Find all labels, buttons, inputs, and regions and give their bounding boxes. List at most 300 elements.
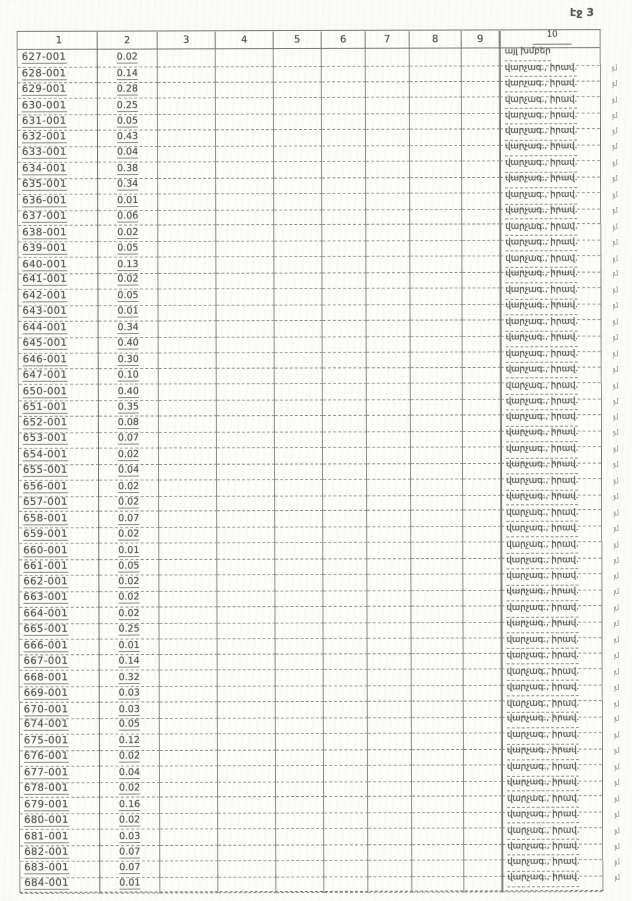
- empty-cell: [274, 49, 322, 67]
- row-note: վարչագ., իրավ.: [507, 712, 579, 729]
- row-id-cell: [18, 209, 98, 227]
- empty-cell: [159, 526, 217, 544]
- empty-cell: [275, 303, 323, 321]
- empty-cell: [276, 780, 324, 798]
- row-id: 676-001: [23, 750, 69, 763]
- empty-cell: [412, 652, 464, 670]
- row-id: 631-001: [21, 115, 67, 127]
- empty-cell: [275, 557, 323, 575]
- row-id: 669-001: [23, 687, 69, 699]
- empty-cell: [159, 399, 217, 417]
- empty-cell: [462, 271, 500, 289]
- row-note: վարչագ., իրավ.: [505, 124, 577, 141]
- empty-cell: [367, 557, 411, 575]
- row-value: 0.14: [116, 67, 138, 79]
- empty-cell: [410, 112, 462, 130]
- row-id: 638-001: [22, 227, 67, 239]
- row-id: 633-001: [22, 147, 67, 159]
- empty-cell: [412, 811, 464, 829]
- row-value-cell: [100, 685, 160, 703]
- row-value-cell: [100, 749, 160, 767]
- row-id: 644-001: [22, 322, 68, 334]
- row-value: 0.03: [119, 830, 141, 842]
- margin-mark: յմ: [613, 667, 620, 677]
- empty-cell: [368, 811, 412, 829]
- empty-cell: [323, 398, 367, 416]
- empty-cell: [217, 494, 275, 512]
- empty-cell: [274, 208, 322, 226]
- empty-cell: [275, 430, 323, 448]
- empty-cell: [158, 208, 216, 226]
- margin-mark: յմ: [611, 158, 618, 169]
- row-note: վարչագ., իրավ.: [507, 680, 579, 697]
- row-id: 665-001: [23, 623, 69, 635]
- row-value-cell: [98, 177, 158, 195]
- empty-cell: [322, 112, 366, 130]
- row-id: 682-001: [24, 846, 69, 858]
- column-header-2: 2: [98, 32, 158, 50]
- margin-mark: յմ: [611, 126, 618, 137]
- row-id: 650-001: [22, 385, 68, 398]
- row-value: 0.35: [117, 401, 139, 413]
- empty-cell: [160, 653, 218, 671]
- empty-cell: [218, 621, 276, 639]
- row-value-cell: [98, 145, 158, 163]
- empty-cell: [367, 494, 411, 512]
- row-note: վարչագ., իրավ.: [506, 569, 578, 586]
- margin-mark: յմ: [613, 714, 620, 724]
- row-note: վարչագ., իրավ.: [505, 298, 577, 315]
- empty-cell: [462, 80, 500, 98]
- row-value-cell: [100, 780, 160, 798]
- margin-mark: յմ: [611, 94, 618, 105]
- row-id: 647-001: [22, 369, 68, 381]
- row-id: 656-001: [23, 481, 68, 493]
- margin-mark: յմ: [613, 809, 620, 820]
- empty-cell: [322, 208, 366, 226]
- empty-cell: [368, 748, 412, 766]
- row-note: վարչագ., իրավ.: [505, 108, 577, 125]
- empty-cell: [323, 367, 367, 385]
- empty-cell: [274, 144, 322, 162]
- row-note: վարչագ., իրավ.: [505, 156, 577, 173]
- row-id-cell: [18, 81, 98, 99]
- empty-cell: [463, 430, 501, 448]
- row-note: վարչագ., իրավ.: [507, 728, 579, 745]
- empty-cell: [367, 303, 411, 321]
- row-value-cell: [99, 336, 159, 354]
- row-id: 681-001: [24, 830, 69, 843]
- row-id-cell: [20, 812, 100, 830]
- empty-cell: [411, 557, 463, 575]
- margin-mark: յմ: [612, 253, 618, 264]
- row-value: 0.10: [117, 369, 139, 381]
- margin-mark: յմ: [612, 539, 619, 550]
- empty-cell: [462, 112, 500, 130]
- margin-mark: յմ: [612, 381, 619, 391]
- empty-cell: [368, 716, 412, 734]
- row-id: 635-001: [22, 178, 67, 191]
- row-note: վարչագ., իրավ.: [506, 457, 578, 474]
- empty-cell: [411, 335, 463, 353]
- row-note: վարչագ., իրավ.: [505, 92, 577, 109]
- empty-cell: [217, 558, 275, 576]
- row-id: 640-001: [22, 258, 67, 270]
- row-id-cell: [20, 876, 100, 894]
- row-value-cell: [99, 590, 159, 608]
- row-id-cell: [20, 654, 100, 672]
- row-note: այլ խմբեր: [505, 44, 551, 61]
- empty-cell: [275, 399, 323, 417]
- empty-cell: [412, 779, 464, 797]
- empty-cell: [217, 462, 275, 480]
- empty-cell: [462, 176, 500, 194]
- row-id-cell: [18, 145, 98, 163]
- row-value: 0.14: [118, 655, 140, 667]
- empty-cell: [322, 271, 366, 289]
- empty-cell: [216, 272, 274, 290]
- row-note: վարչագ., իրավ.: [505, 267, 577, 284]
- row-value: 0.30: [117, 353, 139, 366]
- empty-cell: [411, 303, 463, 321]
- row-value-cell: [99, 463, 159, 481]
- row-id: 627-001: [21, 51, 67, 63]
- row-value: 0.03: [118, 703, 140, 715]
- empty-cell: [217, 399, 275, 417]
- empty-cell: [218, 875, 276, 893]
- empty-cell: [274, 113, 322, 131]
- row-note: վարչագ., իրավ.: [506, 426, 578, 443]
- empty-cell: [159, 462, 217, 480]
- empty-cell: [367, 366, 411, 384]
- row-id-cell: [19, 526, 99, 544]
- row-note: վարչագ., իրավ.: [505, 203, 577, 220]
- empty-cell: [322, 240, 366, 258]
- row-note: վարչագ., իրավ.: [506, 537, 578, 554]
- row-value: 0.02: [119, 814, 141, 826]
- margin-mark: յմ: [612, 459, 619, 470]
- row-value: 0.04: [118, 767, 141, 779]
- empty-cell: [323, 526, 367, 544]
- row-value: 0.04: [116, 146, 139, 158]
- row-id: 642-001: [22, 290, 68, 302]
- row-value-cell: [99, 526, 159, 544]
- margin-mark: յմ: [612, 349, 619, 359]
- row-id: 655-001: [23, 464, 68, 477]
- empty-cell: [158, 81, 216, 99]
- empty-cell: [367, 398, 411, 416]
- empty-cell: [322, 176, 366, 194]
- empty-cell: [276, 716, 324, 734]
- row-value: 0.25: [118, 623, 140, 635]
- empty-cell: [275, 335, 323, 353]
- empty-cell: [324, 843, 368, 861]
- column-header-7: 7: [366, 31, 410, 49]
- empty-cell: [411, 493, 463, 511]
- row-note: վարչագ., իրավ.: [507, 855, 579, 872]
- empty-cell: [412, 875, 464, 893]
- row-value-cell: [98, 49, 158, 67]
- margin-mark: յմ: [613, 777, 620, 788]
- margin-mark: յմ: [612, 301, 618, 311]
- empty-cell: [276, 748, 324, 766]
- empty-cell: [463, 366, 501, 384]
- empty-cell: [276, 812, 324, 830]
- empty-cell: [324, 716, 368, 734]
- column-header-8: 8: [410, 31, 462, 49]
- empty-cell: [218, 812, 276, 830]
- margin-mark: յմ: [612, 396, 619, 406]
- column-header-6: 6: [322, 31, 366, 49]
- empty-cell: [218, 653, 276, 671]
- row-id-cell: [20, 844, 100, 862]
- empty-cell: [275, 462, 323, 480]
- column-header-4: 4: [216, 32, 274, 50]
- margin-mark: յմ: [612, 523, 619, 533]
- empty-cell: [411, 398, 463, 416]
- empty-cell: [324, 621, 368, 639]
- empty-cell: [275, 494, 323, 512]
- empty-cell: [462, 48, 500, 66]
- empty-cell: [464, 652, 502, 670]
- empty-cell: [464, 716, 502, 734]
- row-note: վարչագ., իրավ.: [506, 410, 578, 427]
- row-note: վարչագ., իրավ.: [507, 696, 579, 713]
- row-note: վարչագ., իրավ.: [506, 378, 578, 395]
- column-header-9: 9: [462, 31, 500, 49]
- row-value: 0.02: [117, 226, 139, 238]
- margin-mark: յմ: [611, 78, 618, 89]
- empty-cell: [411, 430, 463, 448]
- row-value: 0.40: [117, 337, 139, 349]
- empty-cell: [366, 271, 410, 289]
- margin-mark: յմ: [613, 650, 620, 661]
- row-value-cell: [100, 844, 160, 862]
- empty-cell: [218, 780, 276, 798]
- empty-cell: [323, 335, 367, 353]
- row-note: վարչագ., իրավ.: [507, 792, 579, 809]
- empty-cell: [463, 303, 501, 321]
- row-id-cell: [18, 272, 98, 290]
- margin-mark: յմ: [613, 571, 619, 582]
- empty-cell: [367, 525, 411, 543]
- row-value: 0.02: [118, 591, 140, 603]
- row-id-cell: [18, 240, 98, 258]
- row-value: 0.02: [117, 449, 140, 461]
- empty-cell: [462, 207, 500, 225]
- row-id: 653-001: [22, 433, 68, 445]
- row-value: 0.13: [117, 258, 139, 270]
- empty-cell: [324, 812, 368, 830]
- empty-cell: [274, 81, 322, 99]
- empty-cell: [160, 685, 218, 703]
- margin-mark: յմ: [611, 142, 618, 152]
- row-value-cell: [99, 558, 159, 576]
- row-id: 639-001: [22, 242, 67, 254]
- row-value: 0.04: [117, 464, 140, 476]
- empty-cell: [464, 684, 502, 702]
- row-id: 652-001: [22, 417, 68, 429]
- empty-cell: [158, 272, 216, 290]
- empty-cell: [412, 716, 464, 734]
- row-id: 630-001: [21, 99, 67, 112]
- empty-cell: [412, 748, 464, 766]
- empty-cell: [323, 494, 367, 512]
- empty-cell: [274, 176, 322, 194]
- empty-cell: [160, 621, 218, 639]
- empty-cell: [368, 684, 412, 702]
- row-value: 0.05: [118, 560, 140, 572]
- row-note: վարչագ., իրավ.: [505, 251, 577, 268]
- empty-cell: [158, 113, 216, 131]
- row-id-cell: [20, 717, 100, 735]
- empty-cell: [366, 176, 410, 194]
- row-id: 628-001: [21, 68, 67, 80]
- row-id-cell: [19, 367, 99, 385]
- row-id: 637-001: [22, 210, 67, 222]
- row-note: վարչագ., իրավ.: [505, 61, 577, 78]
- margin-mark: յմ: [613, 618, 619, 629]
- row-value: 0.02: [118, 608, 140, 620]
- row-id-cell: [19, 463, 99, 481]
- row-value: 0.07: [118, 512, 140, 524]
- empty-cell: [367, 335, 411, 353]
- empty-cell: [322, 49, 366, 67]
- margin-mark: յմ: [611, 110, 618, 120]
- empty-cell: [216, 176, 274, 194]
- row-value-cell: [98, 113, 158, 131]
- empty-cell: [368, 621, 412, 639]
- row-value: 0.40: [117, 385, 139, 397]
- row-note: վարչագ., իրավ.: [505, 235, 577, 252]
- row-note: վարչագ., իրավ.: [507, 775, 579, 792]
- empty-cell: [218, 748, 276, 766]
- row-id-cell: [20, 622, 100, 640]
- empty-cell: [462, 144, 500, 162]
- row-value-cell: [98, 81, 158, 99]
- row-id: 657-001: [23, 496, 68, 508]
- empty-cell: [218, 844, 276, 862]
- page-number: էջ 3: [570, 6, 594, 19]
- row-value-cell: [99, 304, 159, 322]
- margin-mark: յմ: [611, 222, 618, 232]
- row-value-cell: [98, 272, 158, 290]
- empty-cell: [463, 493, 501, 511]
- row-id: 651-001: [22, 401, 68, 413]
- empty-cell: [463, 334, 501, 352]
- row-id: 643-001: [22, 306, 68, 318]
- empty-cell: [276, 685, 324, 703]
- margin-mark: յմ: [612, 412, 619, 423]
- margin-mark: յմ: [613, 730, 620, 741]
- margin-mark: յմ: [612, 491, 619, 502]
- row-value: 0.02: [118, 750, 141, 762]
- row-value: 0.43: [116, 131, 139, 143]
- empty-cell: [464, 620, 502, 638]
- empty-cell: [464, 875, 502, 893]
- empty-cell: [324, 748, 368, 766]
- margin-mark: յմ: [612, 332, 619, 343]
- empty-cell: [216, 144, 274, 162]
- empty-cell: [274, 240, 322, 258]
- row-note: վարչագ., իրավ.: [507, 839, 579, 856]
- margin-mark: յմ: [613, 825, 620, 836]
- row-value-cell: [100, 812, 160, 830]
- row-id-cell: [19, 495, 99, 513]
- empty-cell: [216, 49, 274, 67]
- row-value: 0.02: [117, 274, 139, 286]
- empty-cell: [410, 239, 462, 257]
- empty-cell: [411, 366, 463, 384]
- empty-cell: [410, 80, 462, 98]
- row-id: 632-001: [21, 131, 67, 143]
- row-value: 0.16: [118, 798, 141, 810]
- margin-mark: յմ: [613, 555, 619, 565]
- row-value: 0.01: [118, 544, 140, 556]
- margin-mark: յմ: [612, 269, 618, 279]
- row-id: 663-001: [23, 592, 69, 604]
- empty-cell: [463, 525, 501, 543]
- row-value-cell: [100, 876, 160, 894]
- row-value-cell: [99, 494, 159, 512]
- empty-cell: [366, 239, 410, 257]
- row-id-cell: [18, 50, 98, 68]
- empty-cell: [410, 144, 462, 162]
- row-note: վարչագ., իրավ.: [507, 743, 579, 760]
- row-id: 679-001: [24, 799, 69, 811]
- margin-mark: յմ: [611, 173, 618, 184]
- row-value: 0.38: [116, 163, 139, 175]
- margin-mark: յմ: [613, 698, 620, 709]
- empty-cell: [463, 589, 501, 607]
- row-value: 0.02: [116, 51, 138, 63]
- row-id: 641-001: [22, 274, 68, 286]
- margin-mark: յմ: [613, 841, 620, 851]
- row-id: 670-001: [23, 703, 69, 715]
- empty-cell: [158, 49, 216, 67]
- row-id: 683-001: [24, 862, 69, 874]
- row-id: 678-001: [24, 782, 69, 794]
- row-value: 0.02: [117, 481, 140, 493]
- empty-cell: [410, 271, 462, 289]
- margin-mark: յմ: [613, 682, 620, 692]
- row-id-cell: [18, 113, 98, 131]
- empty-cell: [367, 462, 411, 480]
- row-id-cell: [19, 590, 99, 608]
- row-id: 658-001: [23, 513, 68, 525]
- empty-cell: [324, 653, 368, 671]
- row-value: 0.34: [117, 322, 139, 334]
- margin-mark: յմ: [611, 205, 618, 216]
- row-note: վարչագ., իրավ.: [506, 553, 578, 570]
- row-note: վարչագ., իրավ.: [505, 283, 577, 300]
- empty-cell: [368, 843, 412, 861]
- empty-cell: [323, 430, 367, 448]
- row-note: վարչագ., իրավ.: [505, 219, 577, 236]
- empty-cell: [462, 239, 500, 257]
- row-value: 0.07: [117, 432, 140, 444]
- row-id-cell: [18, 177, 98, 195]
- table-row: [20, 872, 620, 892]
- row-note: վարչագ., իրավ.: [507, 760, 579, 777]
- empty-cell: [323, 557, 367, 575]
- row-value: 0.01: [117, 195, 139, 207]
- empty-cell: [160, 844, 218, 862]
- row-note: վարչագ., իրավ.: [506, 394, 578, 411]
- empty-cell: [217, 430, 275, 448]
- empty-cell: [217, 589, 275, 607]
- row-note: վարչագ., իրավ.: [505, 171, 577, 188]
